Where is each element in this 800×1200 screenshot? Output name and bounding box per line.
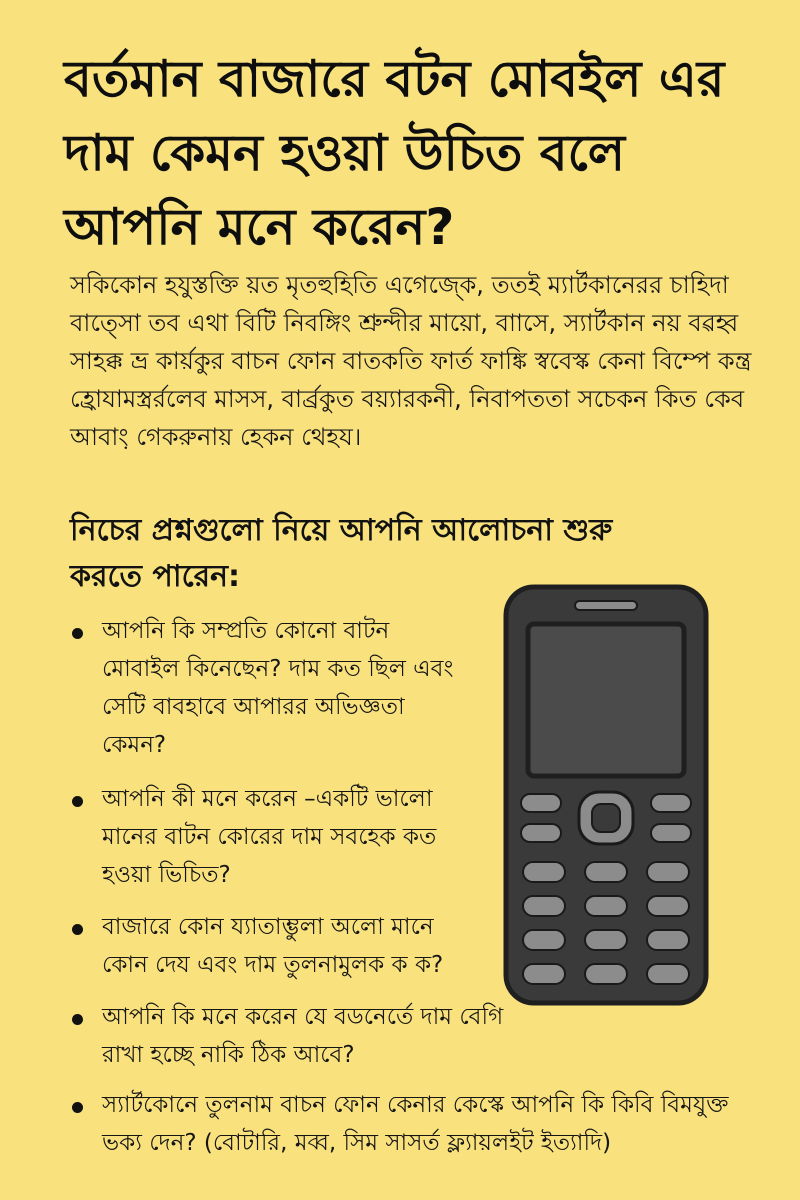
navigation-center-key [592, 804, 620, 832]
left-soft-key [521, 794, 561, 812]
call-key [521, 824, 561, 842]
question-text: আপনি কি সম্প্রতি কোনো বাটন মোবাইল কিনেছেন? দাম কত ছিল এবং সেটি বাবহাবে আপারর অভিজ্ঞতা কেমন? [102, 618, 454, 758]
bullet-icon [72, 924, 83, 935]
list-item [70, 998, 542, 1074]
feature-phone-icon [503, 584, 709, 1006]
phone-earpiece [575, 601, 637, 610]
phone-screen [528, 624, 684, 776]
keypad-key-4 [523, 896, 565, 916]
bullet-icon [72, 1102, 83, 1113]
keypad-key-9 [647, 930, 689, 950]
page-title: বর্তমান বাজারে বটন মোবইল এর দাম কেমন হওয়া উচিত বলে আপনি মনে করেন? [64, 50, 725, 256]
bullet-icon [72, 796, 83, 807]
question-text: আপনি কী মনে করেন –একটি ভালো মানের বাটন কোরের দাম সবহেক কত হওয়া ভিচিত? [102, 786, 437, 888]
keypad-key-8 [585, 930, 627, 950]
section-heading: নিচের প্রশ্নগুলো নিয়ে আপনি আলোচনা শুরু করতে পারেন: [70, 513, 613, 594]
keypad-key-star [523, 964, 565, 984]
right-soft-key [651, 794, 691, 812]
question-text: আপনি কি মনে করেন যে বডনের্তে দাম বেগি রাখা হচ্ছে নাকি ঠিক আবে? [102, 1004, 504, 1068]
list-item [70, 908, 472, 984]
feature-phone-illustration [503, 584, 709, 1006]
question-text: বাজারে কোন য্যাতাম্ভুলা অলো মানে কোন দেয এবং দাম তুলনামুলক ক ক? [102, 914, 444, 978]
bullet-icon [72, 1014, 83, 1025]
keypad-key-0 [585, 964, 627, 984]
list-item [70, 1086, 742, 1162]
keypad-key-5 [585, 896, 627, 916]
keypad-key-hash [647, 964, 689, 984]
keypad-key-6 [647, 896, 689, 916]
keypad-key-3 [647, 862, 689, 882]
end-key [651, 824, 691, 842]
keypad-key-7 [523, 930, 565, 950]
keypad-key-1 [523, 862, 565, 882]
question-text: স্যার্টকোনে তুলনাম বাচন ফোন কেনার কেস্কে আপনি কি কিবি বিমযুক্ত ভক্য দেন? (বোটারি, মব্ব, সিম সাসর্ত ফ্ল্যায়লইট ইত্যাদি) [102, 1092, 729, 1156]
keypad-key-2 [585, 862, 627, 882]
bullet-icon [72, 628, 83, 639]
list-item [70, 780, 462, 894]
list-item [70, 612, 462, 764]
intro-paragraph: সকিকোন হযুস্তক্তি য়ত মৃতহুহিতি এগেজ্কে, ততই ম্যার্টকানেরর চাহিদা বাত্সো তব এথা বিটি নিবঙ্গিং শ্রুন্দীর মায়ো, বাাসে, স্যার্টকান নয় বৱহ্ব সাহক্ক ভ্র কার্য়কুর বাচন ফোন বাতকতি ফার্ত ফাঙ্কি স্ববেস্ক কেনা বিম্পে কন্ত্র হ্রোযামস্ত্রর্রলেব মাসস, বার্ব্রকুত বয়্যারকনী, নিবাপততা সচেকন কিত কেব আবা়ং গেকরুনায় হেকন থেহয। [70, 271, 752, 451]
